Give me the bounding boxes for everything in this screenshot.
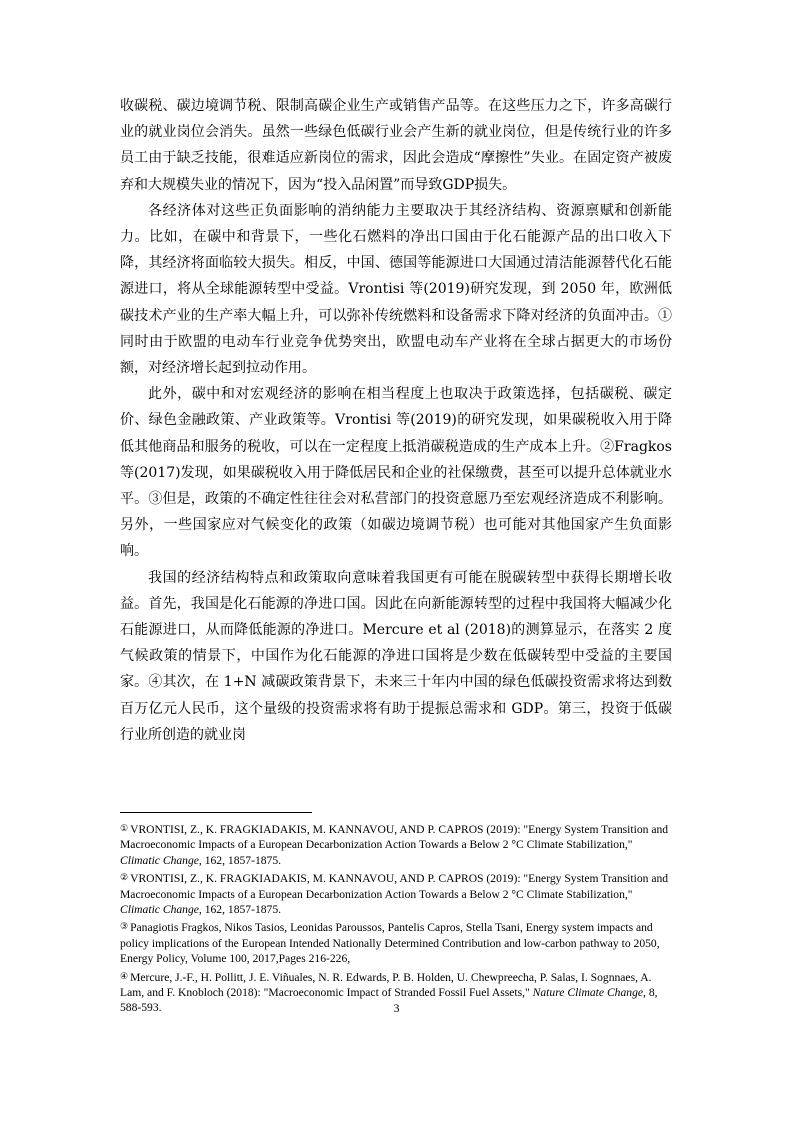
page-number: 3: [393, 1001, 400, 1015]
footnote-1: [120, 821, 672, 868]
body-text: [120, 93, 672, 748]
footnote-citation: Panagiotis Fragkos, Nikos Tasios, Leonidas Paroussos, Pantelis Capros, Stella Tsani, Energy system impacts and policy implications of the European Intended Nationally Determined Contribution and low-carbon pathway to 2050, Energy Policy, Volume 100, 2017,Pages 216-226,: [120, 921, 660, 966]
footnote-mark: ③: [120, 921, 129, 932]
footnote-3: [120, 919, 672, 966]
footnote-journal: Nature Climate Change: [532, 986, 644, 1000]
footnote-pages: , 162, 1857-1875.: [198, 903, 282, 917]
paragraph-2: 各经济体对这些正负面影响的消纳能力主要取决于其经济结构、资源禀赋和创新能力。比如，在碳中和背景下，一些化石燃料的净出口国由于化石能源产品的出口收入下降，其经济将面临较大损失。相反，中国、德国等能源进口大国通过清洁能源替代化石能源进口，将从全球能源转型中受益。Vrontisi 等(2019)研究发现，到 2050 年，欧洲低碳技术产业的生产率大幅上升，可以弥补传统燃料和设备需求下降对经济的负面冲击。①同时由于欧盟的电动车行业竞争优势突出，欧盟电动车产业将在全球占据更大的市场份额，对经济增长起到拉动作用。: [120, 202, 672, 377]
footnote-pages: , 8, 588-593.: [120, 986, 658, 1015]
footnote-separator: [120, 812, 312, 813]
footnote-journal: Climatic Change: [120, 903, 199, 917]
footnote-citation: Mercure, J.-F., H. Pollitt, J. E. Viñuales, N. R. Edwards, P. B. Holden, U. Chewpreecha, P. Salas, I. Sognnaes, A. Lam, and F. Knobloch (2018): "Macroeconomic Impact of Stranded Fossil Fuel Assets,": [120, 970, 652, 1000]
footnote-citation: VRONTISI, Z., K. FRAGKIADAKIS, M. KANNAVOU, AND P. CAPROS (2019): "Energy System Transition and Macroeconomic Impacts of a European Decarbonization Action Towards a Below 2 °C Climate Stabilization,": [120, 823, 669, 852]
footnote-mark: ④: [120, 970, 129, 981]
footnote-pages: , 162, 1857-1875.: [198, 853, 282, 867]
footnote-journal: Climatic Change: [120, 853, 199, 867]
footnote-mark: ②: [120, 872, 129, 883]
paragraph-4: 我国的经济结构特点和政策取向意味着我国更有可能在脱碳转型中获得长期增长收益。首先，我国是化石能源的净进口国。因此在向新能源转型的过程中我国将大幅减少化石能源进口，从而降低能源的净进口。Mercure et al (2018)的测算显示，在落实 2 度气候政策的情景下，中国作为化石能源的净进口国将是少数在低碳转型中受益的主要国家。④其次，在 1+N 减碳政策背景下，未来三十年内中国的绿色低碳投资需求将达到数百万亿元人民币，这个量级的投资需求将有助于提振总需求和 GDP。第三，投资于低碳行业所创造的就业岗: [120, 569, 672, 743]
footnotes: [120, 821, 672, 1018]
footnote-2: [120, 870, 672, 917]
paragraph-3: 此外，碳中和对宏观经济的影响在相当程度上也取决于政策选择，包括碳税、碳定价、绿色金融政策、产业政策等。Vrontisi 等(2019)的研究发现，如果碳税收入用于降低其他商品和服务的税收，可以在一定程度上抵消碳税造成的生产成本上升。②Fragkos 等(2017)发现，如果碳税收入用于降低居民和企业的社保缴费，甚至可以提升总体就业水平。③但是，政策的不确定性往往会对私营部门的投资意愿乃至宏观经济造成不利影响。另外，一些国家应对气候变化的政策（如碳边境调节税）也可能对其他国家产生负面影响。: [120, 386, 672, 560]
footnote-mark: ①: [120, 823, 129, 833]
paragraph-1: 收碳税、碳边境调节税、限制高碳企业生产或销售产品等。在这些压力之下，许多高碳行业的就业岗位会消失。虽然一些绿色低碳行业会产生新的就业岗位，但是传统行业的许多员工由于缺乏技能，很难适应新岗位的需求，因此会造成“摩擦性”失业。在固定资产被废弃和大规模失业的情况下，因为“投入品闲置”而导致GDP损失。: [120, 98, 672, 193]
footnote-citation: VRONTISI, Z., K. FRAGKIADAKIS, M. KANNAVOU, AND P. CAPROS (2019): "Energy System Transition and Macroeconomic Impacts of a European Decarbonization Action Towards a Below 2 °C Climate Stabilization,": [120, 872, 669, 901]
